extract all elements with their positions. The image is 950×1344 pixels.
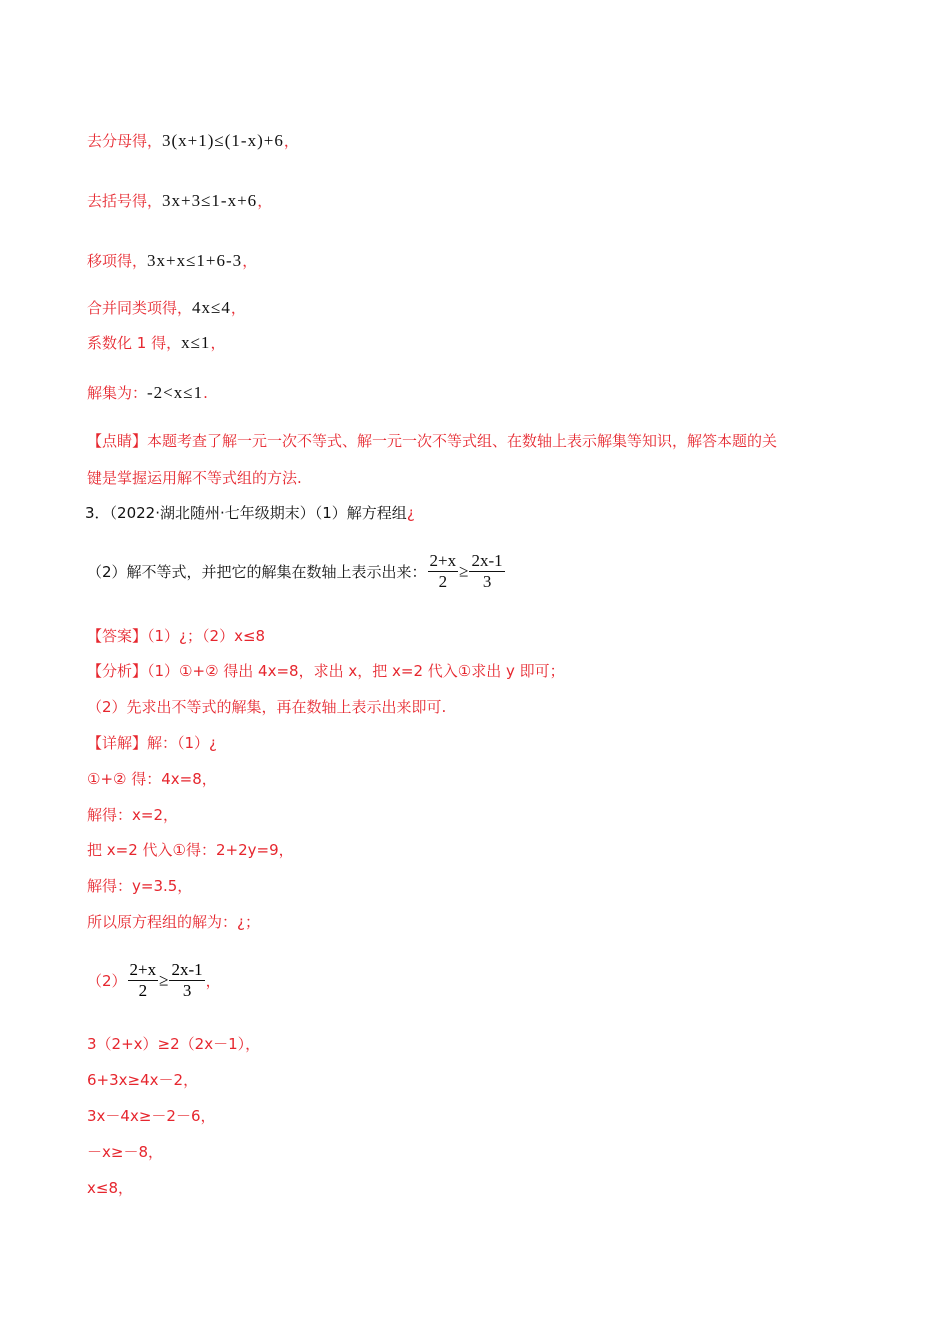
question-part2 <box>87 551 506 592</box>
missing-glyph: ¿ <box>406 504 415 522</box>
question-number: 3． <box>85 504 110 522</box>
step-line <box>87 382 208 403</box>
punct: ， <box>283 132 299 150</box>
question-header <box>85 502 415 523</box>
question-part1: （1）解方程组 <box>314 504 407 522</box>
part2-label: （2） <box>87 972 127 990</box>
step-math: -2<x≤1 <box>147 383 204 402</box>
detail-intro: 解：（1）¿ <box>147 734 218 752</box>
step-label: 移项得， <box>87 252 148 270</box>
step-label: 去括号得， <box>87 192 163 210</box>
step-math: x≤1 <box>181 333 211 352</box>
step-label: 解集为： <box>87 384 148 402</box>
fraction-right <box>169 960 204 1001</box>
punct: ， <box>242 252 258 270</box>
detail-step: 解得：x=2， <box>87 806 178 824</box>
detail-step: －x≥－8， <box>87 1143 163 1161</box>
detail-part2 <box>87 960 221 1001</box>
dianjing-tag: 【点睛】 <box>87 432 148 450</box>
step-math: 3(x+1)≤(1-x)+6 <box>162 131 284 150</box>
dianjing-line-1 <box>87 430 777 451</box>
fraction-left <box>128 960 159 1001</box>
question-source: （2022·湖北随州·七年级期末） <box>109 504 315 522</box>
detail-step: 6+3x≥4x－2， <box>87 1071 199 1089</box>
detail-step: ①+② 得：4x=8， <box>87 770 217 788</box>
step-math: 4x≤4 <box>192 298 231 317</box>
fraction-right <box>469 551 504 592</box>
step-label: 合并同类项得， <box>87 299 193 317</box>
step-math: 3x+3≤1-x+6 <box>162 191 258 210</box>
step-line <box>87 190 272 211</box>
step-line <box>87 250 257 271</box>
numerator: 2x-1 <box>171 960 203 979</box>
answer-text: （1）¿；（2）x≤8 <box>147 627 266 645</box>
detail-tag: 【详解】 <box>87 734 148 752</box>
relation: ≥ <box>459 561 469 581</box>
step-math: 3x+x≤1+6-3 <box>147 251 243 270</box>
detail-step: 3x－4x≥－2－6， <box>87 1107 216 1125</box>
detail-step: 解得：y=3.5， <box>87 877 193 895</box>
punct: ， <box>210 334 226 352</box>
denominator: 3 <box>482 572 492 591</box>
relation: ≥ <box>159 970 169 990</box>
denominator: 2 <box>138 981 148 1000</box>
detail-step: x≤8， <box>87 1179 133 1197</box>
punct: . <box>203 384 208 402</box>
numerator: 2+x <box>129 960 157 979</box>
step-line <box>87 297 246 318</box>
detail-step: 把 x=2 代入①得：2+2y=9， <box>87 841 294 859</box>
question-part2-text: （2）解不等式，并把它的解集在数轴上表示出来： <box>87 563 427 581</box>
answer-tag: 【答案】 <box>87 627 148 645</box>
dianjing-text: 本题考查了解一元一次不等式、解一元一次不等式组、在数轴上表示解集等知识，解答本题的关 <box>147 432 778 450</box>
fraction-left <box>428 551 459 592</box>
numerator: 2+x <box>429 551 457 570</box>
punct: ， <box>205 972 221 990</box>
step-label: 去分母得， <box>87 132 163 150</box>
numerator: 2x-1 <box>471 551 503 570</box>
denominator: 3 <box>182 981 192 1000</box>
punct: ， <box>230 299 246 317</box>
analysis-line-2: （2）先求出不等式的解集，再在数轴上表示出来即可. <box>87 698 447 716</box>
analysis-tag: 【分析】 <box>87 662 148 680</box>
step-line <box>87 130 299 151</box>
answer-line <box>87 625 265 646</box>
denominator: 2 <box>438 572 448 591</box>
step-line <box>87 332 225 353</box>
step-label: 系数化 1 得， <box>87 334 182 352</box>
detail-step: 所以原方程组的解为：¿； <box>87 913 260 931</box>
dianjing-line-2: 键是掌握运用解不等式组的方法. <box>87 469 302 487</box>
analysis-line-1 <box>87 660 565 681</box>
punct: ， <box>257 192 273 210</box>
analysis-text: （1）①+② 得出 4x=8，求出 x，把 x=2 代入①求出 y 即可； <box>147 662 565 680</box>
detail-step: 3（2+x）≥2（2x－1）， <box>87 1035 261 1053</box>
detail-line <box>87 732 217 753</box>
